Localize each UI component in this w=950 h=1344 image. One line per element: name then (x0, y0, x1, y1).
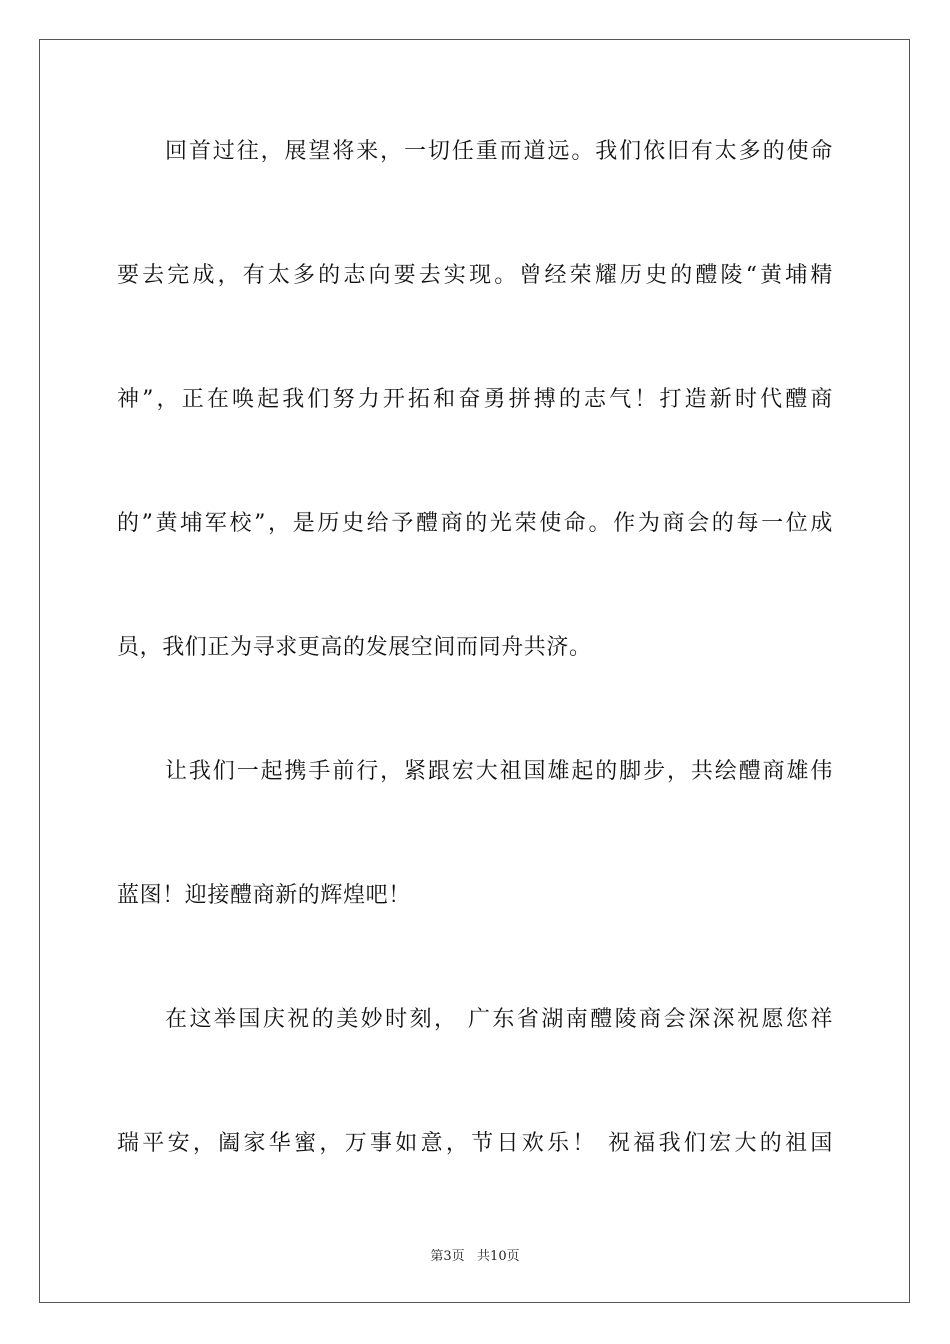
paragraph-2-line-2: 蓝图！迎接醴商新的辉煌吧！ (117, 883, 411, 908)
paragraph-3-line-2: 瑞平安，阖家华蜜，万事如意，节日欢乐！ 祝福我们宏大的祖国 (117, 1131, 833, 1156)
paragraph-1-line-3: 神”，正在唤起我们努力开拓和奋勇拼搏的志气！打造新时代醴商 (117, 387, 833, 412)
page-number-footer: 第3页 共10页 (430, 1249, 520, 1264)
paragraph-2-line-1: 让我们一起携手前行，紧跟宏大祖国雄起的脚步，共绘醴商雄伟 (165, 759, 833, 784)
page-border (39, 39, 910, 1303)
paragraph-1-line-2: 要去完成，有太多的志向要去实现。曾经荣耀历史的醴陵“黄埔精 (117, 263, 833, 288)
paragraph-1-line-4: 的”黄埔军校”，是历史给予醴商的光荣使命。作为商会的每一位成 (117, 511, 833, 536)
paragraph-1-line-5: 员，我们正为寻求更高的发展空间而同舟共济。 (117, 635, 592, 660)
paragraph-1-line-1: 回首过往，展望将来，一切任重而道远。我们依旧有太多的使命 (165, 139, 833, 164)
paragraph-3-line-1: 在这举国庆祝的美妙时刻， 广东省湖南醴陵商会深深祝愿您祥 (165, 1007, 833, 1032)
